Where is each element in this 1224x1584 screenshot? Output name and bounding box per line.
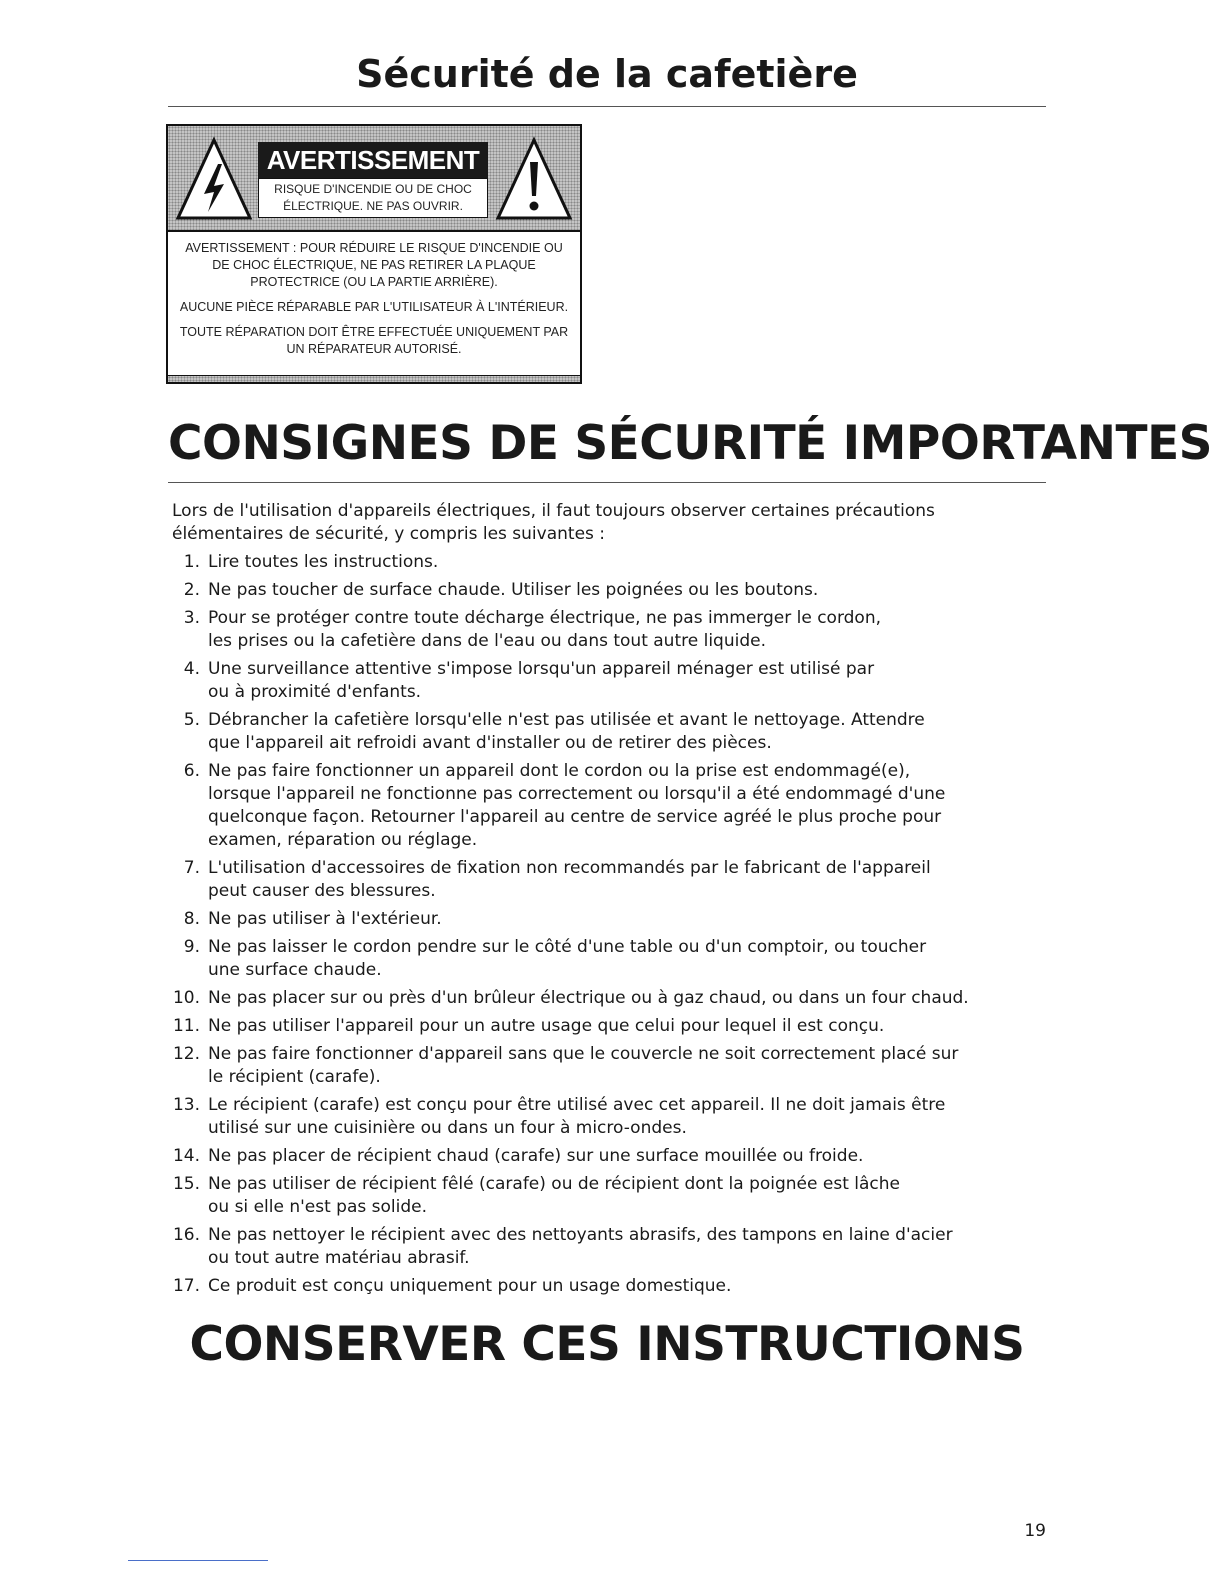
list-item — [172, 936, 1032, 982]
list-item-text: Ne pas faire fonctionner un appareil dont le cordon ou la prise est endommagé(e), lorsque l'appareil ne fonctionne pas correctement ou lorsqu'il a été endommagé d'une quelconque façon. Retourner l'appareil au centre de service agréé le plus proche pour examen, réparation ou réglage. — [208, 761, 946, 850]
warning-subtitle-line: ÉLECTRIQUE. NE PAS OUVRIR. — [283, 199, 463, 213]
warning-body-line: UN RÉPARATEUR AUTORISÉ. — [286, 342, 462, 356]
list-item-text: Débrancher la cafetière lorsqu'elle n'est pas utilisée et avant le nettoyage. Attendre que l'appareil ait refroidi avant d'installer ou de retirer des pièces. — [208, 710, 925, 753]
list-item-number: 7. — [183, 858, 200, 878]
list-item-number: 14. — [172, 1146, 200, 1166]
list-item — [172, 1145, 1032, 1168]
title-divider — [168, 106, 1046, 107]
list-item-text: Ne pas utiliser l'appareil pour un autre usage que celui pour lequel il est conçu. — [208, 1016, 885, 1036]
warning-subtitle-line: RISQUE D'INCENDIE OU DE CHOC — [274, 182, 472, 196]
warning-footer-strip — [168, 375, 580, 382]
list-item-number: 4. — [183, 659, 200, 679]
list-item-number: 1. — [183, 552, 200, 572]
list-item-number: 6. — [183, 761, 200, 781]
footer-line — [128, 1560, 268, 1561]
warning-banner: AVERTISSEMENT — [258, 142, 488, 178]
list-item-text: Ne pas utiliser de récipient fêlé (carafe) ou de récipient dont la poignée est lâche ou si elle n'est pas solide. — [208, 1174, 900, 1217]
list-item — [172, 579, 1032, 602]
warning-body-line: TOUTE RÉPARATION DOIT ÊTRE EFFECTUÉE UNIQUEMENT PAR — [179, 325, 569, 339]
list-item-text: Ce produit est conçu uniquement pour un usage domestique. — [208, 1276, 732, 1296]
list-item-number: 10. — [172, 988, 200, 1008]
page-number: 19 — [1024, 1521, 1046, 1541]
list-item-number: 5. — [183, 710, 200, 730]
list-item-text: L'utilisation d'accessoires de fixation non recommandés par le fabricant de l'appareil peut causer des blessures. — [208, 858, 931, 901]
list-item-text: Une surveillance attentive s'impose lorsqu'un appareil ménager est utilisé par ou à proximité d'enfants. — [208, 659, 875, 702]
list-item — [172, 709, 1032, 755]
list-item-text: Pour se protéger contre toute décharge électrique, ne pas immerger le cordon, les prises ou la cafetière dans de l'eau ou dans tout autre liquide. — [208, 608, 882, 651]
list-item — [172, 1173, 1032, 1219]
list-item-text: Ne pas placer de récipient chaud (carafe) sur une surface mouillée ou froide. — [208, 1146, 864, 1166]
list-item — [172, 1224, 1032, 1270]
list-item — [172, 1094, 1032, 1140]
list-item — [172, 760, 1032, 852]
list-item — [172, 987, 1032, 1010]
list-item — [172, 1043, 1032, 1089]
list-item-text: Le récipient (carafe) est conçu pour être utilisé avec cet appareil. Il ne doit jamais être utilisé sur une cuisinière ou dans un four à micro-ondes. — [208, 1095, 946, 1138]
warning-body-line: PROTECTRICE (OU LA PARTIE ARRIÈRE). — [250, 275, 498, 289]
main-heading: CONSIGNES DE SÉCURITÉ IMPORTANTES — [168, 416, 1213, 471]
list-item-text: Ne pas toucher de surface chaude. Utiliser les poignées ou les boutons. — [208, 580, 819, 600]
warning-body-line: AUCUNE PIÈCE RÉPARABLE PAR L'UTILISATEUR À L'INTÉRIEUR. — [179, 300, 569, 314]
list-item-text: Ne pas laisser le cordon pendre sur le côté d'une table ou d'un comptoir, ou toucher une surface chaude. — [208, 937, 927, 980]
list-item-text: Ne pas placer sur ou près d'un brûleur électrique ou à gaz chaud, ou dans un four chaud. — [208, 988, 969, 1008]
list-item — [172, 1015, 1032, 1038]
list-item-number: 2. — [183, 580, 200, 600]
list-item-number: 3. — [183, 608, 200, 628]
list-item-number: 8. — [183, 909, 200, 929]
intro-paragraph: Lors de l'utilisation d'appareils électriques, il faut toujours observer certaines précautions élémentaires de sécurité, y compris les suivantes : — [172, 501, 935, 544]
warning-body-line: DE CHOC ÉLECTRIQUE, NE PAS RETIRER LA PLAQUE — [212, 258, 536, 272]
list-item — [172, 658, 1032, 704]
safety-list — [172, 551, 1032, 1303]
heading-divider — [168, 482, 1046, 483]
list-item-number: 12. — [172, 1044, 200, 1064]
list-item — [172, 551, 1032, 574]
list-item — [172, 857, 1032, 903]
list-item — [172, 1275, 1032, 1298]
warning-body-line: AVERTISSEMENT : POUR RÉDUIRE LE RISQUE D'INCENDIE OU — [185, 241, 563, 255]
warning-subtitle — [258, 178, 488, 218]
warning-box — [166, 124, 582, 384]
closing-heading: CONSERVER CES INSTRUCTIONS — [189, 1317, 1025, 1372]
list-item — [172, 607, 1032, 653]
electric-shock-warning-icon — [174, 136, 254, 222]
list-item-text: Lire toutes les instructions. — [208, 552, 439, 572]
page-title: Sécurité de la cafetière — [356, 52, 858, 96]
warning-header — [168, 126, 580, 232]
list-item-number: 17. — [172, 1276, 200, 1296]
list-item-number: 15. — [172, 1174, 200, 1194]
list-item-text: Ne pas faire fonctionner d'appareil sans que le couvercle ne soit correctement placé sur le récipient (carafe). — [208, 1044, 959, 1087]
list-item-number: 16. — [172, 1225, 200, 1245]
warning-body — [168, 232, 580, 358]
list-item-text: Ne pas utiliser à l'extérieur. — [208, 909, 442, 929]
list-item-number: 13. — [172, 1095, 200, 1115]
list-item-number: 9. — [183, 937, 200, 957]
list-item — [172, 908, 1032, 931]
list-item-number: 11. — [172, 1016, 200, 1036]
list-item-text: Ne pas nettoyer le récipient avec des nettoyants abrasifs, des tampons en laine d'acier ou tout autre matériau abrasif. — [208, 1225, 953, 1268]
exclamation-warning-icon — [494, 136, 574, 222]
